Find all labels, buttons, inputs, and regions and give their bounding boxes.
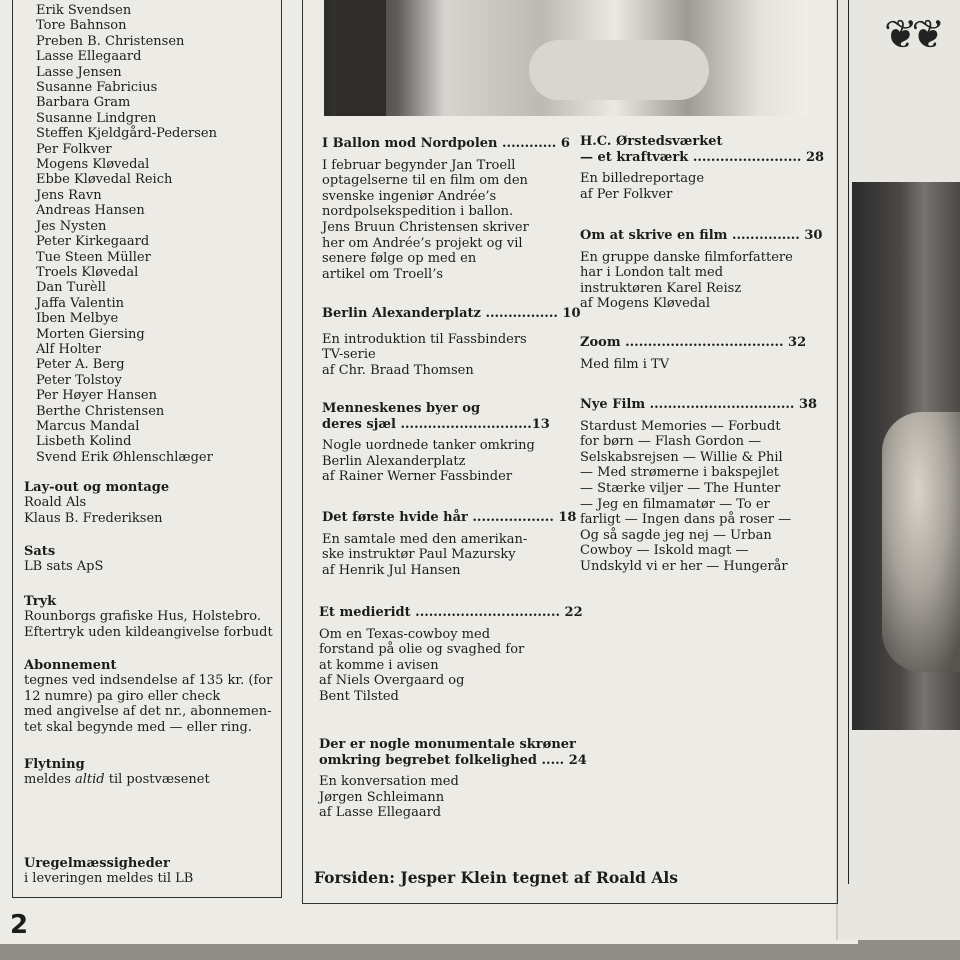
toc-body <box>580 419 817 575</box>
toc-title: I Ballon mod Nordpolen ............ 6 <box>322 136 570 151</box>
staff-name: Alf Holter <box>36 341 101 357</box>
toc-body <box>319 774 587 821</box>
staff-name: Per Folkver <box>36 141 112 157</box>
staff-name: Troels Kløvedal <box>36 264 139 280</box>
section-line: tegnes ved indsendelse af 135 kr. (for <box>24 673 273 689</box>
toc-body <box>580 250 822 312</box>
toc-title: Om at skrive en film ............... 30 <box>580 228 823 243</box>
staff-name: Mogens Kløvedal <box>36 157 150 173</box>
section-flytning <box>24 757 210 788</box>
photo-figure <box>882 412 960 672</box>
toc-body-line: Nogle uordnede tanker omkring <box>322 438 535 454</box>
section-heading: Sats <box>24 544 56 559</box>
ornament-icon: ❦❦ <box>884 12 940 58</box>
toc-body-line: Med film i TV <box>580 356 670 372</box>
toc-body-line: Selskabsrejsen — Willie & Phil <box>580 449 783 465</box>
staff-name: Tue Steen Müller <box>36 249 151 265</box>
toc-title: Zoom ................................... 32 <box>580 335 807 350</box>
toc-entry-skroner[interactable] <box>319 737 587 821</box>
staff-name: Lasse Ellegaard <box>36 49 142 65</box>
toc-entry-berlin[interactable] <box>322 306 581 378</box>
toc-body-line: En konversation med <box>319 774 459 790</box>
toc-title: Nye Film ................................ 38 <box>580 397 818 412</box>
section-heading: Uregelmæssigheder <box>24 856 170 871</box>
staff-name: Lisbeth Kolind <box>36 434 132 450</box>
toc-body-line: nordpolsekspedition i ballon. <box>322 204 514 220</box>
staff-name: Peter Tolstoy <box>36 372 122 388</box>
staff-name: Peter Kirkegaard <box>36 234 150 250</box>
staff-name: Peter A. Berg <box>36 357 125 373</box>
staff-name: Morten Giersing <box>36 326 145 342</box>
toc-body-line: Bent Tilsted <box>319 688 399 704</box>
toc-body-line: Jens Bruun Christensen skriver <box>322 219 529 235</box>
toc-entry-hvide-haar[interactable] <box>322 510 576 578</box>
staff-name: Barbara Gram <box>36 95 131 111</box>
toc-body <box>580 357 806 373</box>
staff-name: Erik Svendsen <box>36 3 132 18</box>
toc-entry-orsted[interactable] <box>580 134 824 202</box>
toc-body-line: farligt — Ingen dans på roser — <box>580 512 792 528</box>
toc-body-line: En introduktion til Fassbinders <box>322 331 527 347</box>
staff-name: Preben B. Christensen <box>36 33 185 49</box>
section-heading: Flytning <box>24 757 85 772</box>
toc-entry-ballon[interactable] <box>322 136 570 282</box>
toc-body-line: Stardust Memories — Forbudt <box>580 418 781 434</box>
staff-name: Susanne Fabricius <box>36 80 158 96</box>
section-tryk <box>24 594 273 640</box>
toc-body-line: af Chr. Braad Thomsen <box>322 362 474 378</box>
section-heading: Abonnement <box>24 658 117 673</box>
toc-body-line: Og så sagde jeg nej — Urban <box>580 527 772 543</box>
staff-name: Tore Bahnson <box>36 18 127 34</box>
section-line: Eftertryk uden kildeangivelse forbudt <box>24 624 273 640</box>
toc-body-line: for børn — Flash Gordon — <box>580 434 762 450</box>
toc-body <box>322 532 576 579</box>
toc-body-line: af Per Folkver <box>580 186 673 202</box>
toc-entry-menneskenes[interactable] <box>322 401 550 485</box>
section-line: tet skal begynde med — eller ring. <box>24 719 252 735</box>
staff-name: Iben Melbye <box>36 311 119 327</box>
staff-name: Jes Nysten <box>36 218 107 234</box>
toc-body-line: — Jeg en filmamatør — To er <box>580 496 770 512</box>
toc-body-line: En gruppe danske filmforfattere <box>580 249 793 265</box>
toc-body-line: af Henrik Jul Hansen <box>322 562 461 578</box>
toc-entry-zoom[interactable] <box>580 335 806 372</box>
section-line: med angivelse af det nr., abonnemen- <box>24 704 272 720</box>
toc-body <box>322 438 550 485</box>
section-line: Rounborgs grafiske Hus, Holstebro. <box>24 609 262 625</box>
staff-name: Marcus Mandal <box>36 418 140 434</box>
line-pre: meldes <box>24 772 75 788</box>
toc-body-line: En samtale med den amerikan- <box>322 531 528 547</box>
toc-title-cont: omkring begrebet folkelighed ..... 24 <box>319 752 587 768</box>
toc-body-line: ske instruktør Paul Mazursky <box>322 547 516 563</box>
toc-body <box>580 171 824 202</box>
toc-body-line: instruktøren Karel Reisz <box>580 280 742 296</box>
staff-name: Per Høyer Hansen <box>36 388 157 404</box>
toc-body-line: TV-serie <box>322 347 376 363</box>
section-uregel <box>24 856 193 887</box>
toc-body-line: har i London talt med <box>580 265 724 281</box>
toc-entry-skrive-film[interactable] <box>580 228 822 312</box>
toc-body-line: senere følge op med en <box>322 251 477 267</box>
toc-body <box>322 332 581 379</box>
staff-name: Andreas Hansen <box>36 203 145 219</box>
toc-body-line: af Mogens Kløvedal <box>580 296 710 312</box>
toc-title: Det første hvide hår .................. 18 <box>322 510 577 525</box>
toc-title: Berlin Alexanderplatz ................ 10 <box>322 306 581 321</box>
toc-entry-medieridt[interactable] <box>319 605 583 705</box>
toc-body-line: — Stærke viljer — The Hunter <box>580 480 781 496</box>
guitarist-photo <box>852 182 960 730</box>
section-line <box>24 772 210 787</box>
toc-title: Menneskenes byer og <box>322 401 481 416</box>
staff-name: Dan Turèll <box>36 280 106 296</box>
toc-body-line: optagelserne til en film om den <box>322 173 528 189</box>
toc-body-line: her om Andrée’s projekt og vil <box>322 235 523 251</box>
toc-body <box>319 627 583 705</box>
staff-name: Jaffa Valentin <box>36 295 125 311</box>
toc-title: Et medieridt ................................ 22 <box>319 605 583 620</box>
toc-body-line: Berlin Alexanderplatz <box>322 453 466 469</box>
toc-body-line: forstand på olie og svaghed for <box>319 642 525 658</box>
toc-body <box>322 158 570 283</box>
toc-title-cont: — et kraftværk ........................ 28 <box>580 149 825 165</box>
staff-name: Lasse Jensen <box>36 64 122 80</box>
toc-body-line: Jørgen Schleimann <box>319 789 445 805</box>
toc-entry-nye-film[interactable] <box>580 397 817 575</box>
section-line: LB sats ApS <box>24 559 104 575</box>
staff-name: Steffen Kjeldgård-Pedersen <box>36 126 217 142</box>
section-heading: Lay-out og montage <box>24 480 170 495</box>
toc-body-line: af Rainer Werner Fassbinder <box>322 469 513 485</box>
toc-title-cont: deres sjæl .............................13 <box>322 416 550 432</box>
cover-credit: Forsiden: Jesper Klein tegnet af Roald Als <box>314 868 679 887</box>
staff-name: Ebbe Kløvedal Reich <box>36 172 173 188</box>
section-layout <box>24 480 169 526</box>
toc-body-line: I februar begynder Jan Troell <box>322 157 516 173</box>
toc-body-line: — Med strømerne i bakspejlet <box>580 465 779 481</box>
section-abonnement <box>24 658 272 735</box>
section-line: i leveringen meldes til LB <box>24 871 194 887</box>
toc-title: Der er nogle monumentale skrøner <box>319 737 576 752</box>
section-sats <box>24 544 103 575</box>
section-line: Klaus B. Frederiksen <box>24 510 163 526</box>
section-line: 12 numre) pa giro eller check <box>24 688 221 704</box>
toc-body-line: Cowboy — Iskold magt — <box>580 543 749 559</box>
toc-body-line: Om en Texas-cowboy med <box>319 626 491 642</box>
staff-name: Jens Ravn <box>36 187 102 203</box>
toc-body-line: En billedreportage <box>580 171 705 187</box>
toc-body-line: artikel om Troell’s <box>322 266 444 282</box>
toc-body-line: at komme i avisen <box>319 657 439 673</box>
staff-list <box>36 3 217 465</box>
line-post: til postvæsenet <box>104 772 210 788</box>
page-number: 2 <box>10 910 29 940</box>
staff-name: Svend Erik Øhlenschlæger <box>36 449 213 465</box>
section-line: Roald Als <box>24 495 87 511</box>
toc-body-line: svenske ingeniør Andrée’s <box>322 188 497 204</box>
section-heading: Tryk <box>24 594 57 609</box>
line-italic: altid <box>75 772 105 788</box>
toc-body-line: af Niels Overgaard og <box>319 673 465 689</box>
staff-name: Berthe Christensen <box>36 403 165 419</box>
header-photo <box>324 0 808 116</box>
toc-body-line: af Lasse Ellegaard <box>319 805 442 821</box>
facing-page <box>836 0 960 940</box>
toc-title: H.C. Ørstedsværket <box>580 134 723 149</box>
photo-door <box>336 0 386 116</box>
toc-body-line: Undskyld vi er her — Hungerår <box>580 558 788 574</box>
staff-name: Susanne Lindgren <box>36 110 157 126</box>
photo-arm <box>529 40 709 100</box>
